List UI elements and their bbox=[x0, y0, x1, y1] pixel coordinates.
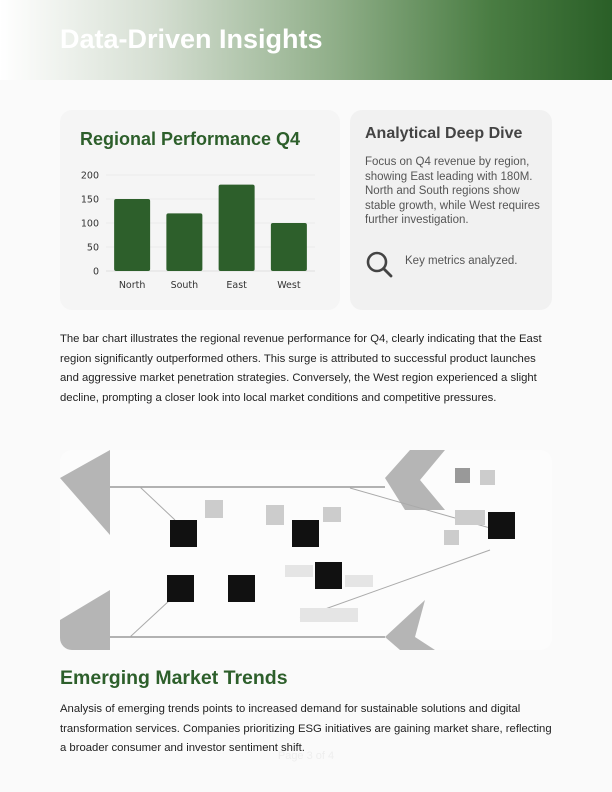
page-header bbox=[0, 0, 612, 80]
search-icon bbox=[365, 250, 393, 278]
page-title: Data-Driven Insights bbox=[60, 24, 323, 54]
fishbone-diagram-image bbox=[60, 450, 552, 650]
x-tick-label: South bbox=[170, 280, 199, 291]
bar-east bbox=[219, 185, 255, 271]
y-tick-label: 150 bbox=[80, 194, 99, 206]
bar-west bbox=[271, 223, 307, 271]
page-number: Page 3 of 4 bbox=[277, 750, 335, 762]
y-tick-label: 200 bbox=[80, 170, 99, 182]
y-tick-label: 0 bbox=[92, 266, 99, 278]
x-tick-label: West bbox=[277, 280, 301, 291]
deep-dive-title: Analytical Deep Dive bbox=[365, 125, 523, 142]
section-title: Emerging Market Trends bbox=[60, 667, 288, 689]
bar-south bbox=[166, 213, 202, 271]
bar-north bbox=[114, 199, 150, 271]
bar-chart bbox=[60, 110, 340, 310]
analysis-paragraph: The bar chart illustrates the regional revenue performance for Q4, clearly indicating that the East region significantly outperformed others. This surge is attributed to successful product launches and aggressive market penetration strategies. Conversely, the West region experienced a slight decline, prompting a closer look into local market conditions and competitive pressures. bbox=[60, 333, 542, 404]
section-body: Analysis of emerging trends points to increased demand for sustainable solutions and digital transformation services. Companies prioritizing ESG initiatives are gaining market share, reflecting a broader consumer and investor sentiment shift. bbox=[60, 703, 552, 754]
metric-row bbox=[365, 250, 518, 278]
y-tick-label: 50 bbox=[86, 242, 99, 254]
y-tick-label: 100 bbox=[80, 218, 99, 230]
chart-card bbox=[60, 110, 340, 310]
metric-text: Key metrics analyzed. bbox=[405, 255, 518, 267]
x-tick-label: East bbox=[226, 280, 247, 291]
deep-dive-card bbox=[350, 110, 552, 310]
chart-title: Regional Performance Q4 bbox=[80, 129, 301, 149]
x-tick-label: North bbox=[118, 280, 146, 291]
deep-dive-body: Focus on Q4 revenue by region, showing East leading with 180M. North and South regions show stable growth, while West requires further investigation. bbox=[365, 156, 540, 226]
